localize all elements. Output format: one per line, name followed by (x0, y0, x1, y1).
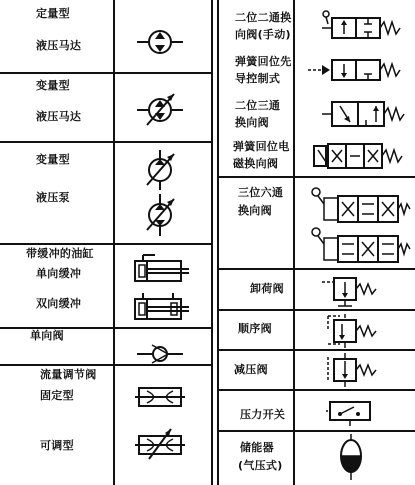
label-double-cushion: 双向缓冲 (36, 297, 82, 310)
label-accumulator-line1: 储能器 (240, 441, 274, 454)
label-3-6-valve-line1: 三位六通 (238, 186, 284, 199)
left-row-separator (0, 364, 213, 366)
reducing-valve-symbol (318, 353, 378, 387)
right-row-separator (217, 430, 415, 432)
left-row-separator (0, 141, 213, 143)
label-unloading-valve: 卸荷阀 (250, 282, 284, 295)
accumulator-symbol (336, 434, 366, 482)
adjustable-flow-valve-symbol (135, 426, 185, 462)
label-cushion-cylinder: 带缓冲的油缸 (26, 247, 94, 260)
label-2-3-valve-line2: 换向阀 (235, 116, 269, 129)
label-check-valve: 单向阀 (30, 329, 64, 342)
3-6-valve-symbol (302, 184, 410, 228)
right-row-separator (217, 176, 415, 178)
right-row-separator (217, 349, 415, 351)
right-row-separator (217, 309, 415, 311)
variable-pump-symbol (135, 192, 185, 238)
2-3-valve-symbol (302, 94, 410, 134)
manual-2-2-valve-symbol (302, 8, 410, 44)
label-variable-pump-name: 液压泵 (36, 191, 70, 204)
unloading-valve-symbol (318, 274, 378, 306)
label-variable-pump-type: 变量型 (36, 153, 70, 166)
center-divider-right (217, 0, 219, 485)
label-pilot-valve-line2: 导控制式 (235, 72, 281, 85)
label-reducing-valve: 减压阀 (234, 363, 268, 376)
3-6-valve-symbol (302, 224, 410, 268)
solenoid-valve-symbol (302, 138, 410, 174)
right-column-divider (293, 0, 295, 485)
left-row-separator (0, 243, 213, 245)
label-single-cushion: 单向缓冲 (36, 267, 82, 280)
label-pilot-valve-line1: 弹簧回位先 (235, 55, 292, 68)
label-sequence-valve: 顺序阀 (238, 322, 272, 335)
variable-pump-symbol (135, 148, 185, 192)
label-2-2-valve-line2: 向阀(手动) (235, 28, 291, 41)
variable-motor-symbol (135, 88, 185, 132)
label-pressure-switch: 压力开关 (240, 408, 286, 421)
fixed-motor-symbol (135, 22, 185, 62)
label-flow-control-valve: 流量调节阀 (40, 368, 97, 381)
label-2-2-valve-line1: 二位二通换 (235, 11, 292, 24)
label-solenoid-valve-line1: 弹簧回位电 (233, 140, 290, 153)
label-flow-fixed: 固定型 (40, 389, 74, 402)
check-valve-symbol (135, 340, 185, 364)
pressure-switch-symbol (326, 396, 376, 428)
label-accumulator-line2: (气压式) (238, 459, 283, 472)
label-flow-adjustable: 可调型 (40, 439, 74, 452)
label-2-3-valve-line1: 二位三通 (235, 99, 281, 112)
label-fixed-motor-type: 定量型 (36, 7, 70, 20)
sequence-valve-symbol (318, 314, 378, 348)
label-solenoid-valve-line2: 磁换向阀 (233, 157, 279, 170)
label-variable-motor-name: 液压马达 (36, 110, 82, 123)
label-fixed-motor-name: 液压马达 (36, 39, 82, 52)
label-variable-motor-type: 变量型 (36, 79, 70, 92)
right-row-separator (217, 389, 415, 391)
double-cushion-cylinder-symbol (131, 291, 191, 325)
left-row-separator (0, 72, 213, 74)
right-row-separator (217, 268, 415, 270)
single-cushion-cylinder-symbol (131, 255, 191, 287)
fixed-flow-valve-symbol (135, 382, 185, 412)
label-3-6-valve-line2: 换向阀 (238, 204, 272, 217)
pilot-spring-valve-symbol (302, 52, 410, 88)
